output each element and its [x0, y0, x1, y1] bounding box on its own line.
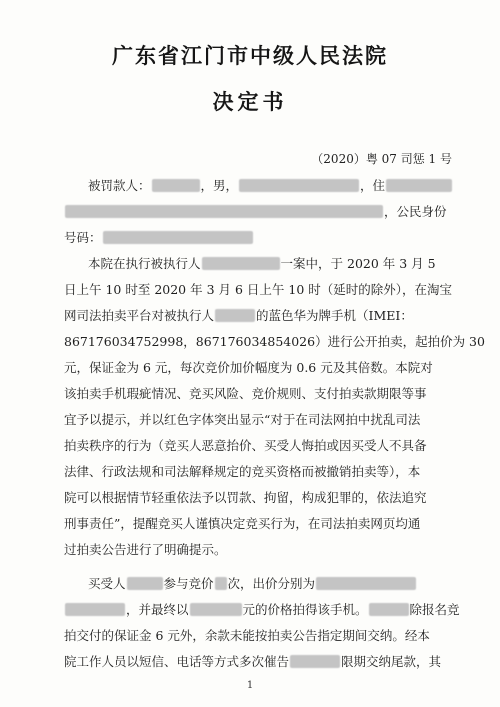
text-segment: 本院在执行被执行人: [88, 256, 201, 271]
redaction-block: [215, 577, 227, 590]
text-segment: 号码：: [64, 230, 102, 245]
redaction-block: [65, 205, 383, 218]
redaction-block: [190, 603, 242, 616]
redaction-block: [202, 257, 280, 270]
redaction-block: [152, 179, 200, 192]
redaction-block: [369, 603, 409, 616]
redaction-block: [127, 577, 163, 590]
text-segment: ，住: [360, 178, 386, 193]
body-line: 宜予以提示，并以红色字体突出显示“对于在司法网拍中扰乱司法: [64, 412, 421, 427]
body-line: 该拍卖手机瑕疵情况、竞买风险、竞价规则、支付拍卖款期限等事: [64, 386, 427, 401]
body-line: [88, 254, 436, 274]
text-segment: 被罚款人：: [88, 178, 151, 193]
body-line: [64, 306, 413, 326]
body-line: [64, 228, 254, 248]
body-line: 日上午 10 时至 2020 年 3 月 6 日上午 10 时（延时的除外），在淘宝: [64, 282, 453, 297]
document-type-title: 决定书: [212, 89, 288, 114]
body-line: 过拍卖公告进行了明确提示。: [64, 542, 227, 557]
text-segment: 院工作人员以短信、电话等方式多次催告: [64, 654, 290, 669]
body-line: 拍交付的保证金 6 元外，余款未能按拍卖公告指定期间交纳。经本: [64, 628, 430, 643]
text-segment: 次，出价分别为: [227, 576, 316, 591]
text-segment: 除报名竞: [409, 602, 460, 617]
text-segment: ，男，: [200, 178, 239, 193]
body-line: 867176034752998，867176034854026）进行公开拍卖，起拍价为 30: [64, 334, 485, 349]
redaction-block: [103, 231, 253, 244]
text-segment: 限期交纳尾款，其: [341, 654, 442, 669]
redaction-block: [65, 603, 125, 616]
text-segment: 元的价格拍得该手机。: [242, 602, 368, 617]
case-number: （2020）粤 07 司惩 1 号: [311, 152, 452, 166]
text-segment: ，并最终以: [126, 602, 189, 617]
redaction-block: [239, 179, 359, 192]
text-segment: 买受人: [88, 576, 126, 591]
text-segment: 参与竞价: [163, 576, 214, 591]
body-line: 刑事责任”，提醒竞买人谨慎决定竞买行为，在司法拍卖网页均通: [64, 516, 421, 531]
body-line: [64, 202, 447, 222]
text-segment: 网司法拍卖平台对被执行人: [64, 308, 215, 323]
body-line: [88, 176, 453, 196]
text-segment: 一案中，于 2020 年 3 月 5: [280, 256, 436, 271]
redaction-block: [215, 309, 255, 322]
redaction-block: [290, 655, 340, 668]
redaction-block: [386, 179, 452, 192]
body-line: [88, 574, 417, 594]
body-line: 院可以根据情节轻重依法予以罚款、拘留，构成犯罪的，依法追究: [64, 490, 427, 505]
body-line: [64, 652, 441, 672]
text-segment: ，公民身份: [384, 204, 447, 219]
page-number: 1: [246, 680, 254, 691]
body-line: 元，保证金为 6 元，每次竞价加价幅度为 0.6 元及其倍数。本院对: [64, 360, 433, 375]
text-segment: 的蓝色华为牌手机（IMEI：: [256, 308, 413, 323]
body-line: 拍卖秩序的行为（竞买人恶意抬价、买受人悔拍或因买受人不具备: [64, 438, 427, 453]
body-line: 法律、行政法规和司法解释规定的竞买资格而被撤销拍卖等），本: [64, 464, 421, 479]
redaction-block: [316, 577, 416, 590]
court-name: 广东省江门市中级人民法院: [112, 43, 388, 68]
body-line: [64, 600, 460, 620]
